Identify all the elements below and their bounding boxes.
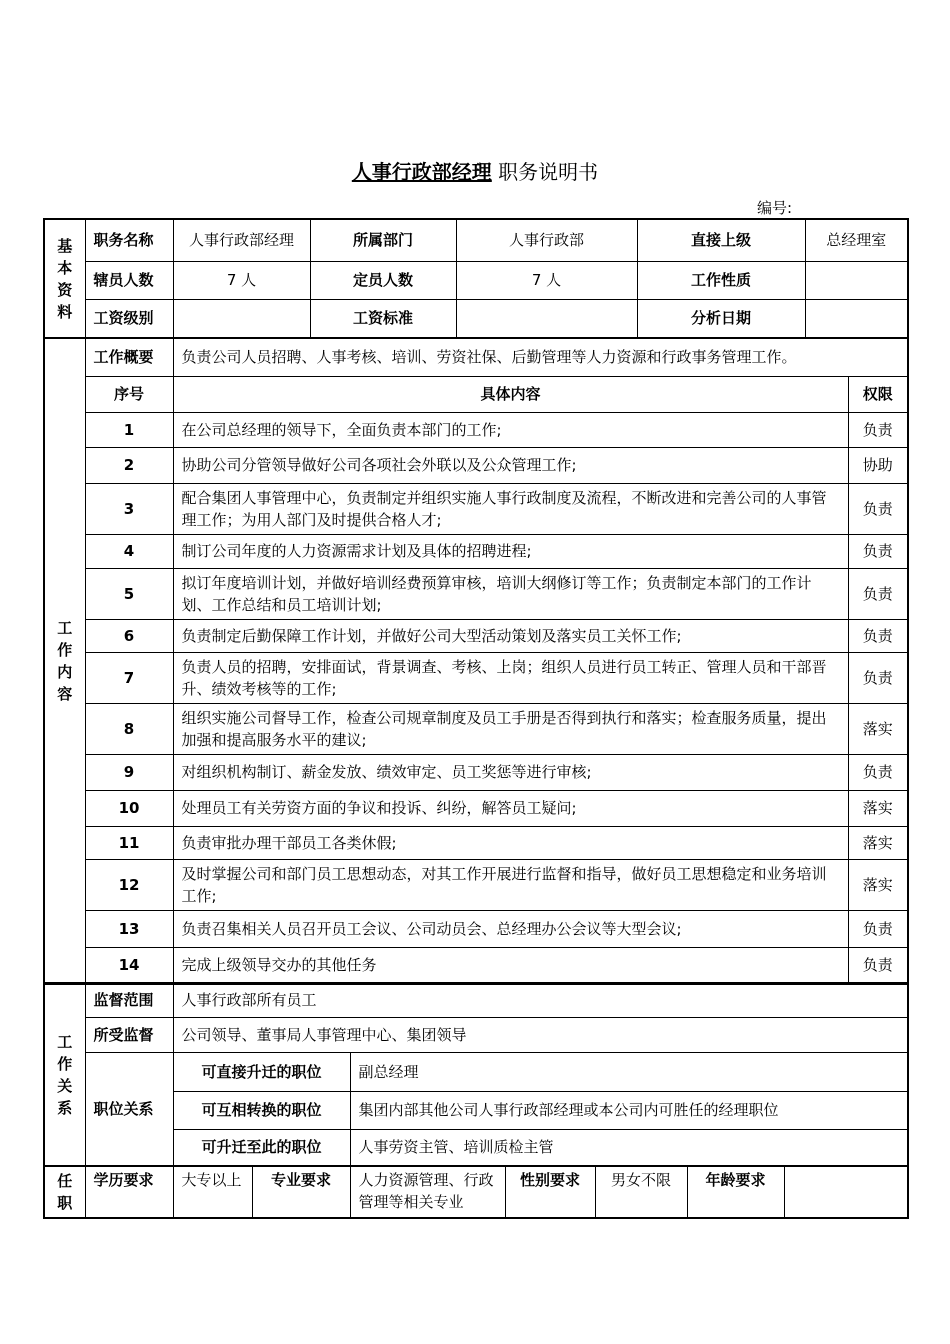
item-no: 8 <box>85 703 173 754</box>
gender-value: 男女不限 <box>595 1166 687 1218</box>
education-value: 大专以上 <box>173 1166 252 1218</box>
item-text: 处理员工有关劳资方面的争议和投诉、纠纷，解答员工疑问; <box>173 790 848 826</box>
table-row <box>44 412 908 447</box>
title-main: 人事行政部经理 <box>351 160 492 184</box>
job-title-label: 职务名称 <box>85 219 173 261</box>
analysis-date-value <box>805 299 908 338</box>
qualify-section-label: 任 职 <box>44 1166 85 1218</box>
table-row <box>44 703 908 754</box>
item-authority: 负责 <box>848 652 908 703</box>
headcount-label: 定员人数 <box>310 261 456 299</box>
item-no: 3 <box>85 483 173 534</box>
relations-section-label: 工 作 关 系 <box>44 983 85 1166</box>
item-text: 负责制定后勤保障工作计划，并做好公司大型活动策划及落实员工关怀工作; <box>173 619 848 652</box>
supervised-label: 所受监督 <box>85 1017 173 1052</box>
item-authority: 负责 <box>848 754 908 790</box>
job-title-value: 人事行政部经理 <box>173 219 310 261</box>
table-row <box>44 652 908 703</box>
table-row <box>44 790 908 826</box>
table-row <box>44 568 908 619</box>
item-no: 10 <box>85 790 173 826</box>
item-text: 协助公司分管领导做好公司各项社会外联以及公众管理工作; <box>173 447 848 483</box>
table-row <box>44 619 908 652</box>
item-no: 2 <box>85 447 173 483</box>
item-authority: 落实 <box>848 859 908 910</box>
code-label: 编号: <box>757 199 793 217</box>
item-no: 6 <box>85 619 173 652</box>
work-section-label: 工 作 内 容 <box>44 338 85 984</box>
title-sub: 职务说明书 <box>498 160 599 184</box>
age-label: 年龄要求 <box>687 1166 784 1218</box>
work-content-table <box>43 337 909 985</box>
item-text: 配合集团人事管理中心，负责制定并组织实施人事行政制度及流程，不断改进和完善公司的人事管理工作；为用人部门及时提供合格人才; <box>173 483 848 534</box>
item-no: 14 <box>85 947 173 984</box>
promotion-value: 副总经理 <box>350 1052 908 1091</box>
salary-grade-label: 工资级别 <box>85 299 173 338</box>
salary-standard-value <box>456 299 637 338</box>
subordinates-value: 7 人 <box>173 261 310 299</box>
item-no: 5 <box>85 568 173 619</box>
item-no: 4 <box>85 534 173 568</box>
salary-standard-label: 工资标准 <box>310 299 456 338</box>
header-no: 序号 <box>85 376 173 412</box>
table-row <box>44 483 908 534</box>
headcount-value: 7 人 <box>456 261 637 299</box>
item-authority: 负责 <box>848 483 908 534</box>
department-label: 所属部门 <box>310 219 456 261</box>
supervise-label: 监督范围 <box>85 983 173 1017</box>
header-content: 具体内容 <box>173 376 848 412</box>
table-row <box>44 859 908 910</box>
item-text: 组织实施公司督导工作，检查公司规章制度及员工手册是否得到执行和落实；检查服务质量，提出加强和提高服务水平的建议; <box>173 703 848 754</box>
supervise-value: 人事行政部所有员工 <box>173 983 908 1017</box>
promoted-from-label: 可升迁至此的职位 <box>173 1129 350 1166</box>
item-authority: 负责 <box>848 412 908 447</box>
item-authority: 负责 <box>848 947 908 984</box>
age-value <box>784 1166 908 1218</box>
item-no: 13 <box>85 910 173 947</box>
page-title <box>0 156 950 185</box>
item-text: 负责人员的招聘，安排面试，背景调查、考核、上岗；组织人员进行员工转正、管理人员和干部晋升、绩效考核等的工作; <box>173 652 848 703</box>
table-row <box>44 826 908 859</box>
item-no: 1 <box>85 412 173 447</box>
item-text: 在公司总经理的领导下，全面负责本部门的工作; <box>173 412 848 447</box>
item-text: 制订公司年度的人力资源需求计划及具体的招聘进程; <box>173 534 848 568</box>
item-text: 对组织机构制订、薪金发放、绩效审定、员工奖惩等进行审核; <box>173 754 848 790</box>
work-nature-value <box>805 261 908 299</box>
item-authority: 负责 <box>848 534 908 568</box>
education-label: 学历要求 <box>85 1166 173 1218</box>
analysis-date-label: 分析日期 <box>637 299 805 338</box>
header-authority: 权限 <box>848 376 908 412</box>
item-text: 完成上级领导交办的其他任务 <box>173 947 848 984</box>
item-text: 负责召集相关人员召开员工会议、公司动员会、总经理办公会议等大型会议; <box>173 910 848 947</box>
work-nature-label: 工作性质 <box>637 261 805 299</box>
table-row <box>44 910 908 947</box>
major-label: 专业要求 <box>252 1166 350 1218</box>
overview-label: 工作概要 <box>85 338 173 376</box>
item-authority: 协助 <box>848 447 908 483</box>
item-authority: 负责 <box>848 568 908 619</box>
item-authority: 负责 <box>848 910 908 947</box>
superior-label: 直接上级 <box>637 219 805 261</box>
major-value: 人力资源管理、行政管理等相关专业 <box>350 1166 505 1218</box>
item-authority: 负责 <box>848 619 908 652</box>
department-value: 人事行政部 <box>456 219 637 261</box>
item-no: 12 <box>85 859 173 910</box>
superior-value: 总经理室 <box>805 219 908 261</box>
table-row <box>44 947 908 984</box>
item-text: 负责审批办理干部员工各类休假; <box>173 826 848 859</box>
item-authority: 落实 <box>848 703 908 754</box>
basic-info-table <box>43 218 909 339</box>
overview-text: 负责公司人员招聘、人事考核、培训、劳资社保、后勤管理等人力资源和行政事务管理工作。 <box>173 338 908 376</box>
supervised-value: 公司领导、董事局人事管理中心、集团领导 <box>173 1017 908 1052</box>
item-authority: 落实 <box>848 790 908 826</box>
basic-section-label: 基 本 资 料 <box>44 219 85 338</box>
transfer-label: 可互相转换的职位 <box>173 1091 350 1129</box>
transfer-value: 集团内部其他公司人事行政部经理或本公司内可胜任的经理职位 <box>350 1091 908 1129</box>
work-relations-table <box>43 982 909 1167</box>
table-row <box>44 754 908 790</box>
item-text: 及时掌握公司和部门员工思想动态，对其工作开展进行监督和指导，做好员工思想稳定和业务培训工作; <box>173 859 848 910</box>
item-text: 拟订年度培训计划，并做好培训经费预算审核，培训大纲修订等工作；负责制定本部门的工作计划、工作总结和员工培训计划; <box>173 568 848 619</box>
qualification-table <box>43 1165 909 1219</box>
subordinates-label: 辖员人数 <box>85 261 173 299</box>
table-row <box>44 534 908 568</box>
item-no: 9 <box>85 754 173 790</box>
table-row <box>44 447 908 483</box>
item-no: 11 <box>85 826 173 859</box>
gender-label: 性别要求 <box>505 1166 595 1218</box>
item-authority: 落实 <box>848 826 908 859</box>
promotion-label: 可直接升迁的职位 <box>173 1052 350 1091</box>
promoted-from-value: 人事劳资主管、培训质检主管 <box>350 1129 908 1166</box>
salary-grade-value <box>173 299 310 338</box>
item-no: 7 <box>85 652 173 703</box>
position-relation-label: 职位关系 <box>85 1052 173 1166</box>
